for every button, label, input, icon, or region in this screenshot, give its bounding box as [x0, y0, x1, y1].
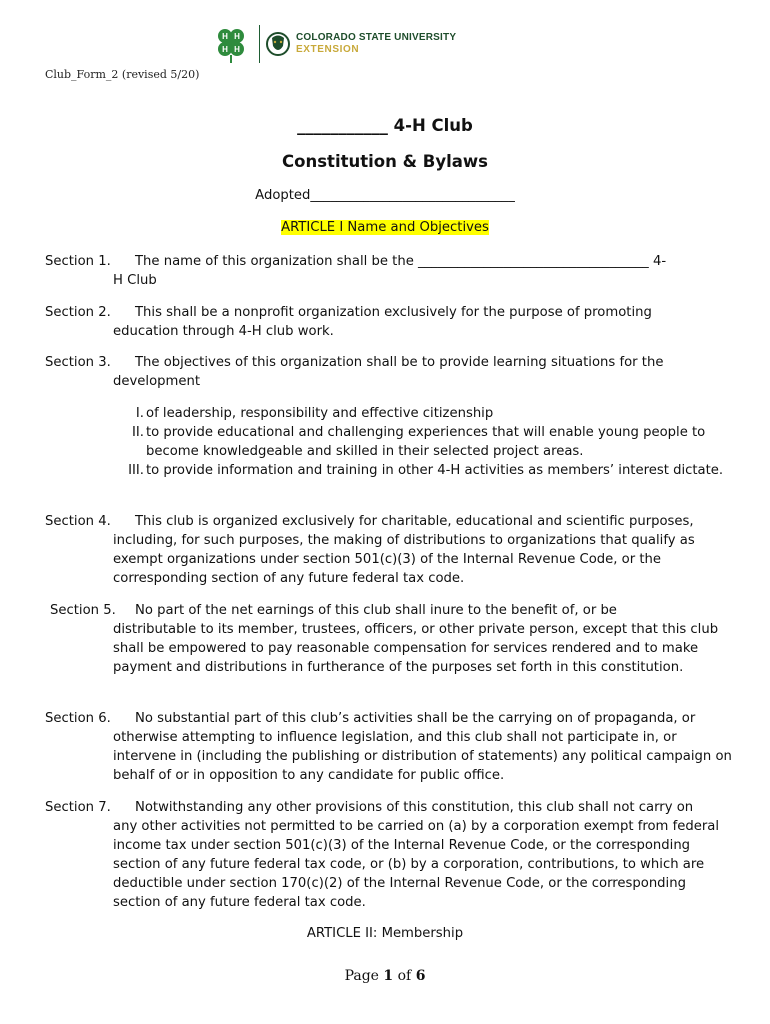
section-text: This shall be a nonprofit organization exclusively for the purpose of promoting — [135, 305, 652, 320]
page-current: 1 — [383, 968, 394, 984]
article-1-label: ARTICLE I Name and Objectives — [281, 220, 489, 235]
list-item — [100, 461, 740, 480]
adopted-line: Adopted_______________________________ — [255, 188, 515, 203]
section-text-cont: otherwise attempting to influence legislation, and this club shall not participate in, or intervene in (including the publishing or distribution of statements) any political campaign on behalf of or in opposition to any candidate for public office. — [113, 730, 732, 783]
list-item — [100, 404, 740, 423]
list-text: to provide educational and challenging experiences that will enable young people to become knowledgeable and skilled in their selected project areas. — [146, 425, 706, 459]
form-id: Club_Form_2 (revised 5/20) — [45, 68, 200, 81]
section-6 — [45, 709, 735, 785]
section-text-cont: education through 4-H club work. — [113, 324, 334, 339]
logo-text — [296, 32, 456, 56]
section-label: Section 7. — [45, 800, 111, 815]
section-text: No part of the net earnings of this club shall inure to the benefit of, or be — [135, 603, 617, 618]
section-text: No substantial part of this club’s activities shall be the carrying on of propaganda, or — [135, 711, 696, 726]
svg-text:H: H — [222, 45, 228, 54]
section-label: Section 6. — [45, 711, 111, 726]
section-text-cont: H Club — [113, 273, 157, 288]
section-2 — [45, 303, 735, 341]
section-text-cont: including, for such purposes, the making of distributions to organizations that qualify as exempt organizations under section 501(c)(3) of the Internal Revenue Code, or the corresponding section of any future federal tax code. — [113, 533, 695, 586]
list-numeral: III. — [128, 463, 144, 478]
section-label: Section 2. — [45, 305, 111, 320]
list-item — [100, 423, 740, 461]
of-word: of — [397, 968, 412, 984]
list-text: of leadership, responsibility and effective citizenship — [146, 406, 494, 421]
logo-extension: EXTENSION — [296, 44, 360, 55]
section-label: Section 1. — [45, 254, 111, 269]
article-2-heading: ARTICLE II: Membership — [306, 926, 464, 941]
section-7 — [45, 798, 735, 912]
section-label: Section 5. — [50, 603, 116, 618]
page-footer — [0, 968, 770, 984]
section-text-cont: distributable to its member, trustees, officers, or other private person, except that this club shall be empowered to pay reasonable compensation for services rendered and to make payment and distributions in furtherance of the purposes set forth in this constitution. — [113, 622, 719, 675]
doc-subtitle: Constitution & Bylaws — [282, 152, 488, 171]
logo-university: COLORADO STATE UNIVERSITY — [296, 32, 457, 43]
section-text: This club is organized exclusively for charitable, educational and scientific purposes, — [135, 514, 694, 529]
page-total: 6 — [415, 968, 426, 984]
csu-ram-icon — [266, 29, 290, 59]
section-text-cont: development — [113, 374, 200, 389]
objectives-list — [100, 404, 740, 480]
article-1-heading — [0, 220, 770, 235]
svg-text:H: H — [234, 32, 240, 41]
club-title: ___________ 4-H Club — [297, 116, 473, 135]
section-text: Notwithstanding any other provisions of this constitution, this club shall not carry on — [135, 800, 694, 815]
section-3 — [45, 353, 735, 391]
section-1 — [45, 252, 735, 290]
section-text: The name of this organization shall be the ___________________________________ 4- — [135, 254, 667, 269]
list-numeral: I. — [135, 406, 144, 421]
section-text: The objectives of this organization shall be to provide learning situations for the — [135, 355, 664, 370]
4h-clover-icon — [211, 24, 251, 64]
page-word: Page — [344, 968, 379, 984]
header-logo — [211, 22, 456, 66]
section-4 — [45, 512, 735, 588]
svg-text:H: H — [222, 32, 228, 41]
section-5 — [50, 601, 740, 677]
list-text: to provide information and training in other 4-H activities as members’ interest dictate. — [146, 463, 724, 478]
list-numeral: II. — [132, 425, 144, 440]
svg-text:H: H — [234, 45, 240, 54]
section-label: Section 3. — [45, 355, 111, 370]
section-text-cont: any other activities not permitted to be carried on (a) by a corporation exempt from federal income tax under section 501(c)(3) of the Internal Revenue Code, or the corresponding section of any future federal tax code, or (b) by a corporation, contributions, to which are deductible under section 170(c)(2) of the Internal Revenue Code, or the corresponding section of any future federal tax code. — [113, 819, 720, 910]
section-label: Section 4. — [45, 514, 111, 529]
logo-divider — [259, 25, 260, 63]
